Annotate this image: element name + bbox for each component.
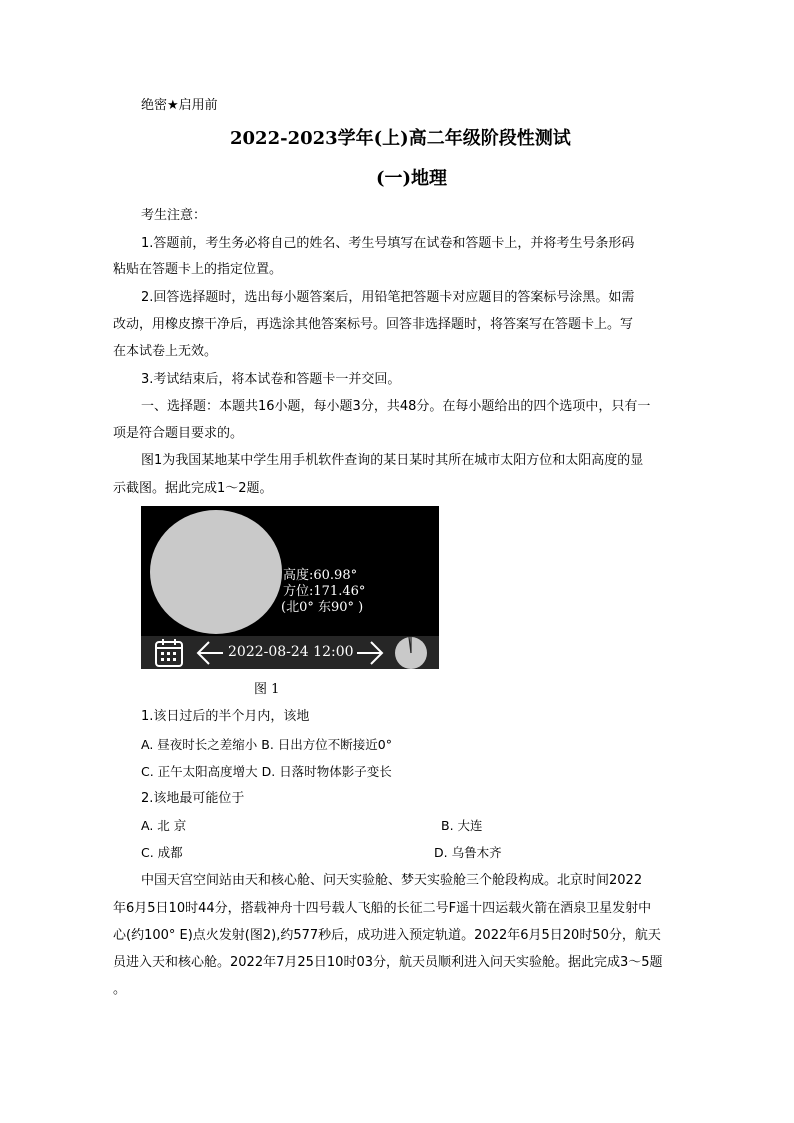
- exam-subtitle: (一)地理: [376, 168, 448, 189]
- q2-option-d: D. 乌鲁木齐: [434, 845, 502, 860]
- secret-label: 绝密★启用前: [141, 98, 218, 113]
- section-intro: 一、选择题：本题共16小题，每小题3分，共48分。在每小题给出的四个选项中，只有一: [141, 399, 651, 414]
- arrow-right-icon[interactable]: [355, 639, 385, 667]
- q2-stem: 2.该地最可能位于: [141, 791, 245, 806]
- date-time-display: 2022-08-24 12:00: [228, 644, 354, 660]
- notice-item-1-cont: 粘贴在答题卡上的指定位置。: [113, 262, 283, 277]
- q2-option-a: A. 北 京: [141, 818, 187, 833]
- notice-item-2-end: 在本试卷上无效。: [113, 344, 218, 359]
- passage-2-line-5: 。: [113, 982, 127, 997]
- figure-1-screenshot: [141, 506, 439, 669]
- q2-option-c: C. 成都: [141, 845, 183, 860]
- sun-altitude: 高度:60.98°: [283, 568, 358, 583]
- exam-title: 2022-2023学年(上)高二年级阶段性测试: [230, 128, 571, 149]
- q2-option-b: B. 大连: [441, 818, 483, 833]
- passage-1: 图1为我国某地某中学生用手机软件查询的某日某时其所在城市太阳方位和太阳高度的显: [141, 453, 644, 468]
- passage-2: 中国天宫空间站由天和核心舱、问天实验舱、梦天实验舱三个舱段构成。北京时间2022: [141, 873, 643, 888]
- q1-stem: 1.该日过后的半个月内，该地: [141, 709, 310, 724]
- passage-2-line-3: 心(约100° E)点火发射(图2),约577秒后，成功进入预定轨道。2022年6月5日20时50分，航天: [113, 928, 661, 943]
- notice-item-2: 2.回答选择题时，选出每小题答案后，用铅笔把答题卡对应题目的答案标号涂黑。如需: [141, 290, 635, 305]
- sun-disc: [150, 510, 282, 634]
- notice-item-2-cont: 改动，用橡皮擦干净后，再选涂其他答案标号。回答非选择题时，将答案写在答题卡上。写: [113, 317, 634, 332]
- notice-heading: 考生注意：: [141, 208, 207, 223]
- section-intro-cont: 项是符合题目要求的。: [113, 426, 244, 441]
- q1-options-cd: C. 正午太阳高度增大 D. 日落时物体影子变长: [141, 764, 392, 779]
- q1-options-ab: A. 昼夜时长之差缩小 B. 日出方位不断接近0°: [141, 737, 392, 752]
- pie-icon: [395, 637, 427, 669]
- passage-2-line-2: 年6月5日10时44分，搭载神舟十四号载人飞船的长征二号F遥十四运载火箭在酒泉卫星发射中: [113, 901, 652, 916]
- azimuth-note: (北0° 东90° ): [281, 600, 364, 615]
- passage-1-cont: 示截图。据此完成1～2题。: [113, 481, 273, 496]
- sun-azimuth: 方位:171.46°: [283, 584, 366, 599]
- notice-item-3: 3.考试结束后，将本试卷和答题卡一并交回。: [141, 372, 401, 387]
- passage-2-line-4: 员进入天和核心舱。2022年7月25日10时03分，航天员顺利进入问天实验舱。据此完成3～5题: [113, 955, 663, 970]
- arrow-left-icon[interactable]: [195, 639, 225, 667]
- figure-1-caption: 图 1: [254, 682, 280, 697]
- calendar-icon: [153, 637, 185, 669]
- pie-divider: [395, 637, 427, 669]
- notice-item-1: 1.答题前，考生务必将自己的姓名、考生号填写在试卷和答题卡上，并将考生号条形码: [141, 236, 635, 251]
